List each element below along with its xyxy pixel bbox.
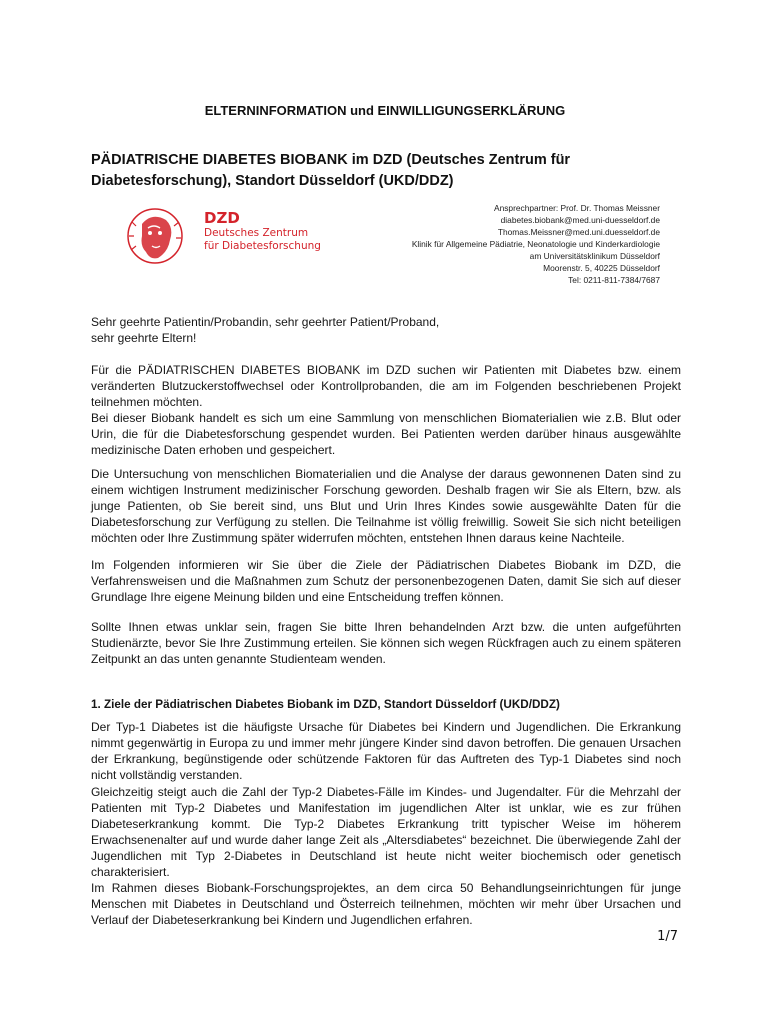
contact-email-1: diabetes.biobank@med.uni-duesseldorf.de [500, 215, 660, 225]
logo-wordmark [204, 210, 321, 252]
paragraph-3-block [91, 466, 681, 546]
paragraph-4-block [91, 557, 681, 605]
document-title: ELTERNINFORMATION und EINWILLIGUNGSERKLÄRUNG [204, 103, 566, 118]
contact-hospital: am Universitätsklinikum Düsseldorf [529, 251, 660, 261]
dzd-logo [122, 206, 322, 266]
paragraph-5-block [91, 619, 681, 667]
paragraph-8-block [91, 880, 681, 928]
contact-phone: Tel: 0211-811-7384/7687 [568, 275, 660, 285]
paragraph-6: Der Typ-1 Diabetes ist die häufigste Ursache für Diabetes bei Kindern und Jugendlichen. Die Erkrankung nimmt gegenwärtig in Europa zu und immer mehr jüngere Kinder sind davon betroffen. Die genauen Ursachen der Erkrankung, begünstigende oder schützende Faktoren für das Auftreten des Typ-1 Diabetes sind noch nicht vollständig verstanden. [91, 720, 681, 782]
intro-block [91, 362, 681, 458]
logo-line-1: Deutsches Zentrum [204, 227, 309, 239]
greeting [91, 314, 681, 346]
greeting-line-2: sehr geehrte Eltern! [91, 331, 197, 345]
paragraph-4: Im Folgenden informieren wir Sie über die Ziele der Pädiatrischen Diabetes Biobank im DZD, die Verfahrensweisen und die Maßnahmen zum Schutz der personenbezogenen Daten, damit Sie sich auf dieser Grundlage Ihre eigene Meinung bilden und eine Entscheidung treffen können. [91, 558, 681, 604]
paragraph-6-block [91, 719, 681, 783]
paragraph-7: Gleichzeitig steigt auch die Zahl der Typ-2 Diabetes-Fälle im Kindes- und Jugendalter. Für die Mehrzahl der Patienten mit Typ-2 Diabetes und Manifestation im jugendlichen Alter ist unklar, wie es zur frühen Diabeteserkrankung kommt. Die Typ-2 Diabetes Erkrankung tritt typischer Weise im höherem Erwachsenenalter auf und wurde daher lange Zeit als „Altersdiabetes“ bezeichnet. Die überwiegende Zahl der Jugendlichen mit Typ 2-Diabetes in Deutschland ist heute nicht weiter biochemisch oder genetisch charakterisiert. [91, 785, 681, 879]
dzd-logo-face-icon [122, 206, 192, 266]
subtitle-line-2: Diabetesforschung), Standort Düsseldorf (UKD/DDZ) [91, 173, 454, 189]
subtitle-line-1: PÄDIATRISCHE DIABETES BIOBANK im DZD (Deutsches Zentrum für [91, 152, 571, 168]
contact-block [412, 202, 660, 286]
contact-address: Moorenstr. 5, 40225 Düsseldorf [543, 263, 660, 273]
contact-clinic: Klinik für Allgemeine Pädiatrie, Neonatologie und Kinderkardiologie [411, 239, 660, 249]
logo-abbr: DZD [204, 209, 240, 227]
contact-email-2: Thomas.Meissner@med.uni.duesseldorf.de [497, 227, 660, 237]
contact-person: Ansprechpartner: Prof. Dr. Thomas Meissner [493, 203, 660, 213]
paragraph-7-block [91, 784, 681, 880]
logo-line-2: für Diabetesforschung [204, 239, 321, 252]
paragraph-2: Bei dieser Biobank handelt es sich um eine Sammlung von menschlichen Biomaterialien wie z.B. Blut oder Urin, die für die Diabetesforschung gespendet wurden. Bei Patienten werden darüber hinaus ausgewählte medizinische Daten erhoben und gespeichert. [91, 411, 681, 457]
paragraph-1: Für die PÄDIATRISCHEN DIABETES BIOBANK im DZD suchen wir Patienten mit Diabetes bzw. einem veränderten Blutzuckerstoffwechsel oder Kontrollprobanden, die am im Folgenden beschriebenen Projekt teilnehmen möchten. [91, 363, 681, 409]
paragraph-8: Im Rahmen dieses Biobank-Forschungsprojektes, an dem circa 50 Behandlungseinrichtungen für junge Menschen mit Diabetes in Deutschland und Österreich teilnehmen, möchten wir mehr über Ursachen und Verlauf der Diabeteserkrankung bei Kindern und Jugendlichen erfahren. [91, 881, 681, 927]
paragraph-3: Die Untersuchung von menschlichen Biomaterialien und die Analyse der daraus gewonnenen Daten sind zu einem wichtigen Instrument medizinischer Forschung geworden. Deshalb fragen wir Sie als Eltern, bzw. als junge Patienten, ob Sie bereit sind, uns Blut und Urin Ihres Kindes sowie ausgewählte Daten für die Diabetesforschung zur Verfügung zu stellen. Die Teilnahme ist völlig freiwillig. Soweit Sie sich nicht beteiligen möchten oder Ihre Zustimmung später widerrufen möchten, entstehen Ihnen daraus keine Nachteile. [91, 467, 681, 545]
paragraph-5: Sollte Ihnen etwas unklar sein, fragen Sie bitte Ihren behandelnden Arzt bzw. die unten aufgeführten Studienärzte, bevor Sie Ihre Zustimmung erteilen. Sie können sich wegen Rückfragen auch zu einem späteren Zeitpunkt an das unten genannte Studienteam wenden. [91, 620, 681, 666]
greeting-line-1: Sehr geehrte Patientin/Probandin, sehr geehrter Patient/Proband, [91, 315, 440, 329]
page-number: 1/7 [657, 929, 678, 944]
document-subtitle [91, 150, 611, 192]
section-1-heading: 1. Ziele der Pädiatrischen Diabetes Biobank im DZD, Standort Düsseldorf (UKD/DDZ) [91, 698, 560, 711]
